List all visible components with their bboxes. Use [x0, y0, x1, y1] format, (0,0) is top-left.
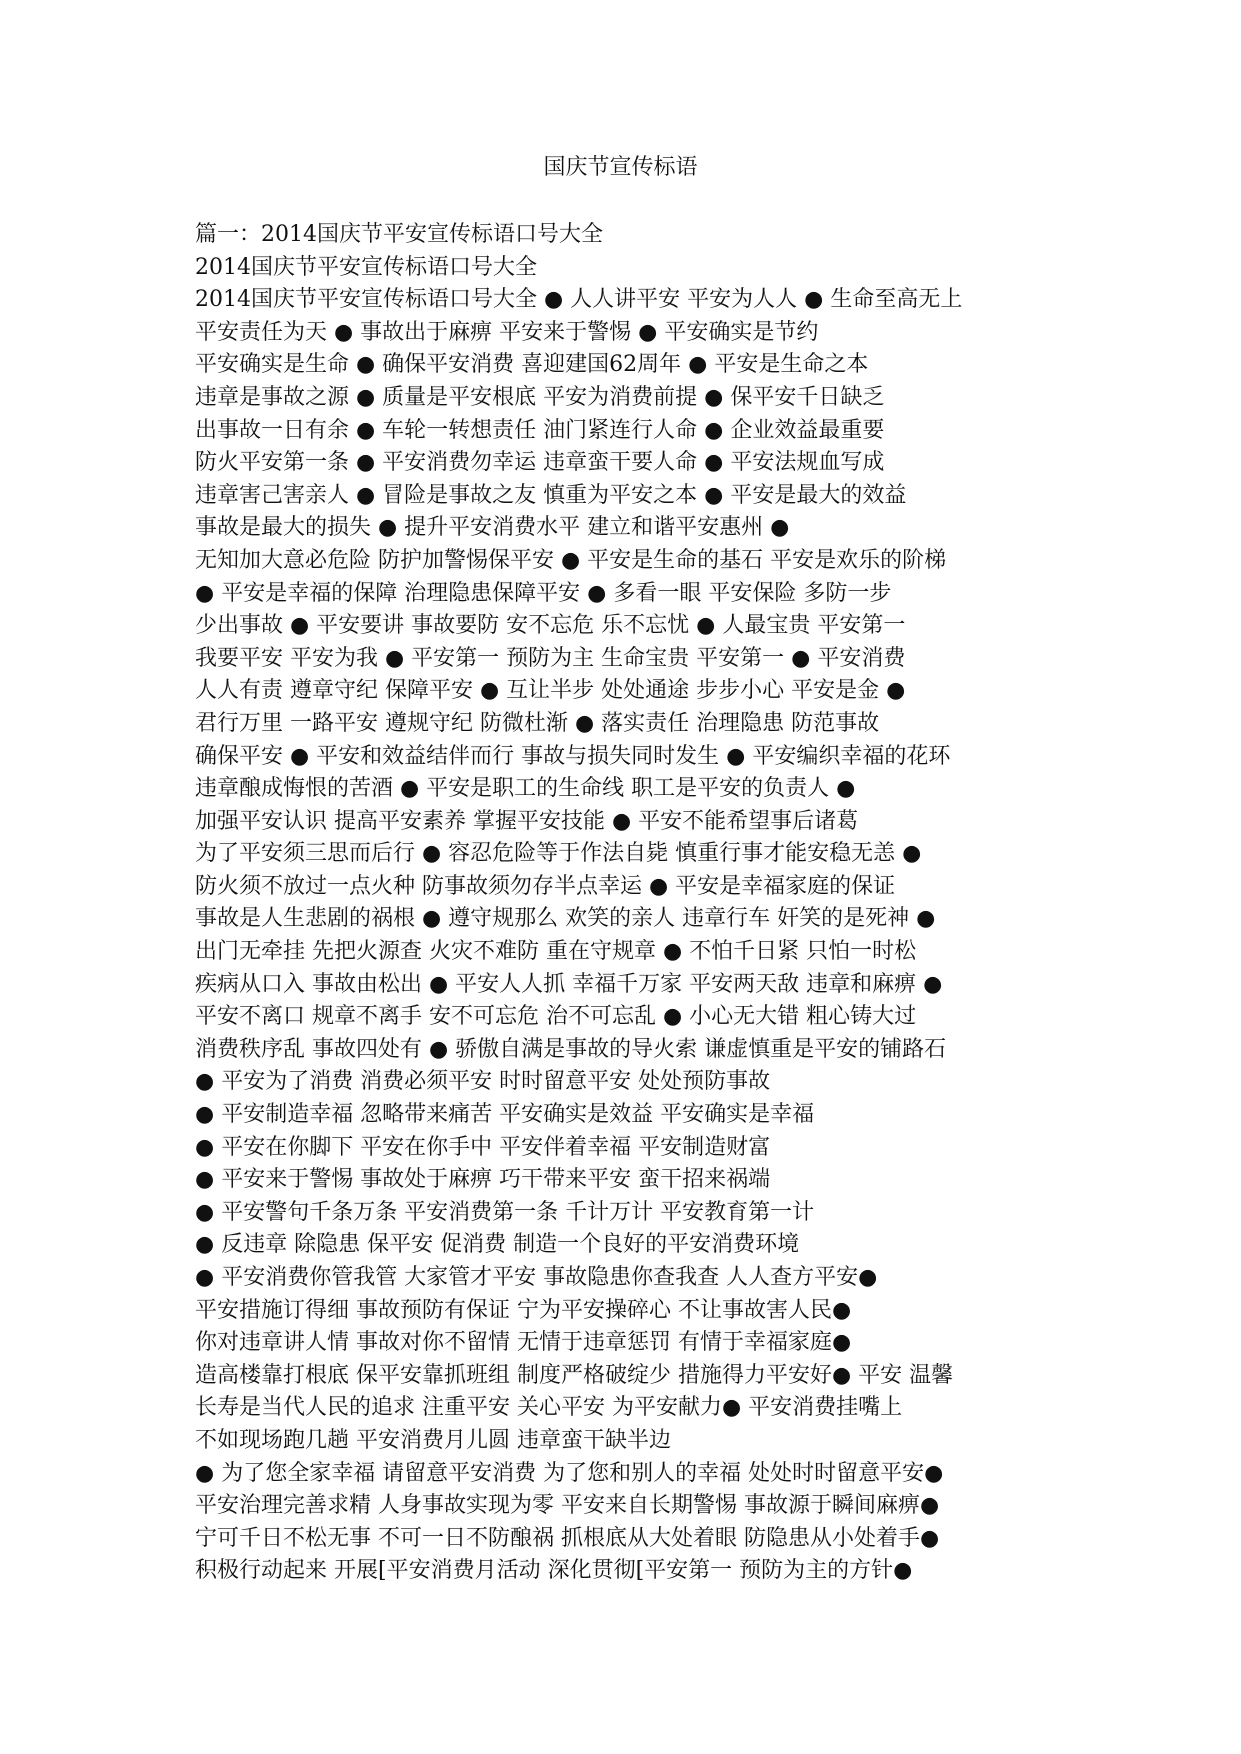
body-line: 违章酿成悔恨的苦酒 ● 平安是职工的生命线 职工是平安的负责人 ●	[195, 776, 856, 802]
body-line: 消费秩序乱 事故四处有 ● 骄傲自满是事故的导火索 谦虚慎重是平安的铺路石	[195, 1036, 947, 1062]
body-line: 违章害己害亲人 ● 冒险是事故之友 慎重为平安之本 ● 平安是最大的效益	[195, 482, 907, 508]
body-line: ● 平安警句千条万条 平安消费第一条 千计万计 平安教育第一计	[195, 1199, 815, 1225]
body-line: 平安不离口 规章不离手 安不可忘危 治不可忘乱 ● 小心无大错 粗心铸大过	[195, 1004, 917, 1030]
body-line: 违章是事故之源 ● 质量是平安根底 平安为消费前提 ● 保平安千日缺乏	[195, 384, 885, 410]
body-line: 为了平安须三思而后行 ● 容忍危险等于作法自毙 慎重行事才能安稳无恙 ●	[195, 841, 922, 867]
body-line: 疾病从口入 事故由松出 ● 平安人人抓 幸福千万家 平安两天敌 违章和麻痹 ●	[195, 971, 943, 997]
body-line: ● 反违章 除隐患 保平安 促消费 制造一个良好的平安消费环境	[195, 1232, 800, 1258]
body-line: 我要平安 平安为我 ● 平安第一 预防为主 生命宝贵 平安第一 ● 平安消费	[195, 645, 906, 671]
body-line: ● 平安来于警惕 事故处于麻痹 巧干带来平安 蛮干招来祸端	[195, 1167, 771, 1193]
body-line: 平安确实是生命 ● 确保平安消费 喜迎建国62周年 ● 平安是生命之本	[195, 352, 869, 378]
body-line: ● 平安制造幸福 忽略带来痛苦 平安确实是效益 平安确实是幸福	[195, 1102, 815, 1128]
body-line: 平安措施订得细 事故预防有保证 宁为平安操碎心 不让事故害人民●	[195, 1297, 852, 1323]
body-line: ● 平安在你脚下 平安在你手中 平安伴着幸福 平安制造财富	[195, 1134, 771, 1160]
body-line: 少出事故 ● 平安要讲 事故要防 安不忘危 乐不忘忧 ● 人最宝贵 平安第一	[195, 613, 906, 639]
body-line: 平安治理完善求精 人身事故实现为零 平安来自长期警惕 事故源于瞬间麻痹●	[195, 1493, 940, 1519]
body-line: ● 平安消费你管我管 大家管才平安 事故隐患你查我查 人人查方平安●	[195, 1265, 878, 1290]
body-line: 君行万里 一路平安 遵规守纪 防微杜渐 ● 落实责任 治理隐患 防范事故	[195, 710, 880, 736]
body-line: 事故是最大的损失 ● 提升平安消费水平 建立和谐平安惠州 ●	[195, 515, 790, 541]
body-line: 人人有责 遵章守纪 保障平安 ● 互让半步 处处通途 步步小心 平安是金 ●	[195, 678, 906, 704]
body-line: 防火平安第一条 ● 平安消费勿幸运 违章蛮干要人命 ● 平安法规血写成	[195, 450, 885, 476]
body-line: 不如现场跑几趟 平安消费月儿圆 违章蛮干缺半边	[195, 1427, 671, 1453]
body-line: 出事故一日有余 ● 车轮一转想责任 油门紧连行人命 ● 企业效益最重要	[195, 417, 885, 443]
body-line: 确保平安 ● 平安和效益结伴而行 事故与损失同时发生 ● 平安编织幸福的花环	[195, 743, 951, 769]
document-title: 国庆节宣传标语	[543, 155, 698, 180]
body-line: 积极行动起来 开展[平安消费月活动 深化贯彻[平安第一 预防为主的方针●	[195, 1558, 913, 1584]
body-line: ● 平安是幸福的保障 治理隐患保障平安 ● 多看一眼 平安保险 多防一步	[195, 580, 892, 606]
body-line: 平安责任为天 ● 事故出于麻痹 平安来于警惕 ● 平安确实是节约	[195, 319, 819, 345]
body-line: 造高楼靠打根底 保平安靠抓班组 制度严格破绽少 措施得力平安好● 平安 温馨	[195, 1362, 954, 1388]
body-line: 2014国庆节平安宣传标语口号大全	[195, 254, 537, 280]
body-line: 你对违章讲人情 事故对你不留情 无情于违章惩罚 有情于幸福家庭●	[195, 1330, 852, 1356]
body-line: 无知加大意必危险 防护加警惕保平安 ● 平安是生命的基石 平安是欢乐的阶梯	[195, 547, 947, 573]
body-line: 篇一：2014国庆节平安宣传标语口号大全	[195, 222, 603, 247]
document-body	[195, 219, 1055, 1588]
body-line: 2014国庆节平安宣传标语口号大全 ● 人人讲平安 平安为人人 ● 生命至高无上	[195, 287, 963, 313]
body-line: 防火须不放过一点火种 防事故须勿存半点幸运 ● 平安是幸福家庭的保证	[195, 873, 896, 899]
body-line: 出门无牵挂 先把火源查 火灾不难防 重在守规章 ● 不怕千日紧 只怕一时松	[195, 939, 917, 965]
body-line: ● 平安为了消费 消费必须平安 时时留意平安 处处预防事故	[195, 1069, 771, 1095]
body-line: ● 为了您全家幸福 请留意平安消费 为了您和别人的幸福 处处时时留意平安●	[195, 1460, 944, 1486]
body-line: 宁可千日不松无事 不可一日不防酿祸 抓根底从大处着眼 防隐患从小处着手●	[195, 1525, 940, 1551]
body-line: 事故是人生悲剧的祸根 ● 遵守规那么 欢笑的亲人 违章行车 奸笑的是死神 ●	[195, 906, 936, 932]
body-line: 加强平安认识 提高平安素养 掌握平安技能 ● 平安不能希望事后诸葛	[195, 808, 859, 834]
body-line: 长寿是当代人民的追求 注重平安 关心平安 为平安献力● 平安消费挂嘴上	[195, 1395, 903, 1421]
